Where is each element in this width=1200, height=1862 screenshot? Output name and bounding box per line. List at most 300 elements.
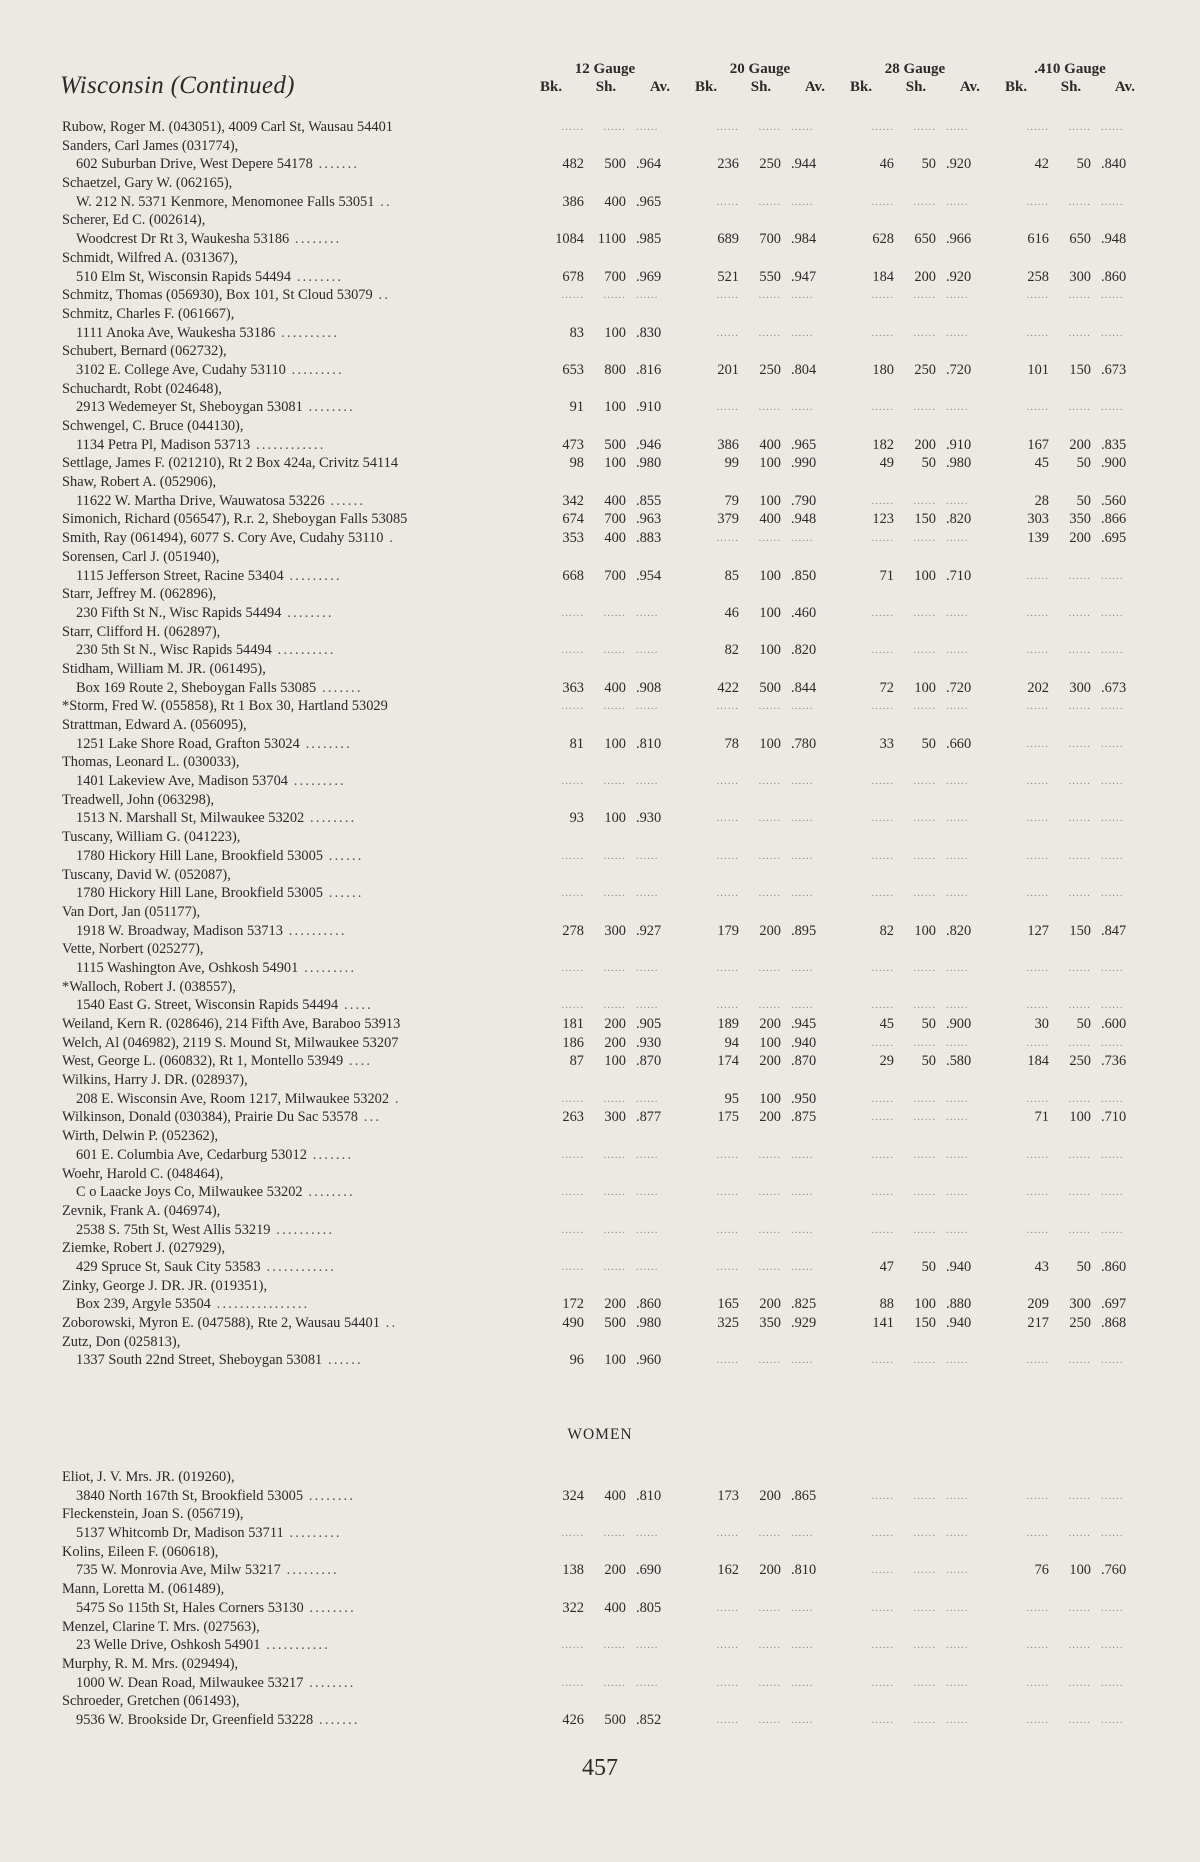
gauge-name: 20 Gauge bbox=[729, 61, 791, 77]
member-entry-line bbox=[0, 1258, 1200, 1277]
score-bk: 172 bbox=[562, 1296, 584, 1313]
empty-placeholder: ...... bbox=[791, 195, 814, 208]
score-av: .860 bbox=[636, 1296, 662, 1313]
member-entry-line bbox=[0, 398, 1200, 417]
score-bk: 138 bbox=[562, 1562, 584, 1579]
empty-placeholder: ...... bbox=[758, 1601, 781, 1614]
score-sh: 100 bbox=[759, 1034, 781, 1051]
empty-placeholder: ...... bbox=[1101, 775, 1124, 788]
col-header-sh: Sh. bbox=[905, 79, 927, 95]
empty-placeholder: ...... bbox=[716, 849, 739, 862]
empty-placeholder: ...... bbox=[758, 1260, 781, 1273]
empty-placeholder: ...... bbox=[946, 849, 969, 862]
member-name: Starr, Jeffrey M. (062896), bbox=[62, 586, 217, 603]
member-entry-line bbox=[0, 1561, 1200, 1580]
score-bk: 201 bbox=[717, 361, 739, 378]
empty-placeholder: ...... bbox=[1101, 700, 1124, 713]
empty-placeholder: ...... bbox=[946, 1354, 969, 1367]
empty-placeholder: ...... bbox=[561, 1148, 584, 1161]
score-sh: 500 bbox=[604, 156, 626, 173]
empty-placeholder: ...... bbox=[758, 1186, 781, 1199]
empty-placeholder: ...... bbox=[758, 1148, 781, 1161]
score-sh: 200 bbox=[604, 1016, 626, 1032]
member-address: 1918 W. Broadway, Madison 53713 .......... bbox=[76, 922, 347, 939]
empty-placeholder: ...... bbox=[1101, 849, 1124, 862]
empty-placeholder: ...... bbox=[913, 700, 936, 713]
score-av: .948 bbox=[1101, 231, 1127, 248]
score-sh: 300 bbox=[604, 1109, 626, 1126]
empty-placeholder: ...... bbox=[871, 494, 894, 507]
col-header-av: Av. bbox=[959, 79, 980, 95]
score-sh: 700 bbox=[604, 567, 626, 584]
score-sh: 100 bbox=[604, 399, 626, 416]
score-bk: 127 bbox=[1027, 922, 1049, 939]
empty-placeholder: ...... bbox=[758, 1639, 781, 1652]
empty-placeholder: ...... bbox=[913, 401, 936, 414]
member-name-line bbox=[0, 1277, 1200, 1296]
member-entry-line bbox=[0, 1034, 1200, 1053]
score-sh: 100 bbox=[604, 735, 626, 752]
member-entry-line bbox=[0, 1295, 1200, 1314]
member-entry-line bbox=[0, 1524, 1200, 1543]
empty-placeholder: ...... bbox=[913, 1223, 936, 1236]
member-name-line bbox=[0, 866, 1200, 885]
score-av: .963 bbox=[636, 511, 662, 528]
leader-dots: ............ bbox=[260, 1258, 337, 1275]
score-bk: 82 bbox=[879, 922, 894, 939]
score-av: .840 bbox=[1101, 156, 1127, 173]
empty-placeholder: ...... bbox=[1026, 1676, 1049, 1689]
empty-placeholder: ...... bbox=[1068, 812, 1091, 825]
empty-placeholder: ...... bbox=[871, 195, 894, 208]
member-address: 1513 N. Marshall St, Milwaukee 53202 ........ bbox=[76, 810, 357, 827]
score-bk: 96 bbox=[569, 1352, 584, 1369]
member-entry-line bbox=[0, 1221, 1200, 1240]
empty-placeholder: ...... bbox=[561, 999, 584, 1012]
score-av: .905 bbox=[636, 1016, 662, 1032]
leader-dots: ........ bbox=[304, 810, 357, 827]
member-name: Zevnik, Frank A. (046974), bbox=[62, 1202, 221, 1219]
leader-dots: .. bbox=[379, 1315, 398, 1331]
score-av: .950 bbox=[791, 1090, 817, 1107]
empty-placeholder: ...... bbox=[871, 887, 894, 900]
score-bk: 43 bbox=[1034, 1258, 1049, 1275]
empty-placeholder: ...... bbox=[561, 961, 584, 974]
empty-placeholder: ...... bbox=[716, 1676, 739, 1689]
empty-placeholder: ...... bbox=[1068, 644, 1091, 657]
score-av: .920 bbox=[946, 268, 972, 285]
member-name-line bbox=[0, 380, 1200, 399]
empty-placeholder: ...... bbox=[871, 121, 894, 133]
score-sh: 50 bbox=[921, 455, 936, 472]
score-sh: 200 bbox=[914, 268, 936, 285]
score-bk: 182 bbox=[872, 436, 894, 453]
score-bk: 263 bbox=[562, 1109, 584, 1126]
empty-placeholder: ...... bbox=[1101, 606, 1124, 619]
member-name-line bbox=[0, 1543, 1200, 1562]
empty-placeholder: ...... bbox=[1101, 1354, 1124, 1367]
empty-placeholder: ...... bbox=[791, 1148, 814, 1161]
score-bk: 93 bbox=[569, 810, 584, 827]
score-av: .965 bbox=[791, 436, 817, 453]
leader-dots: .. bbox=[374, 193, 392, 210]
score-sh: 100 bbox=[1069, 1109, 1091, 1126]
member-name-line bbox=[0, 940, 1200, 959]
empty-placeholder: ...... bbox=[1068, 1676, 1091, 1689]
score-bk: 490 bbox=[562, 1315, 584, 1331]
member-address: 1780 Hickory Hill Lane, Brookfield 53005 ...... bbox=[76, 885, 364, 902]
col-header-sh: Sh. bbox=[750, 79, 772, 95]
empty-placeholder: ...... bbox=[946, 1186, 969, 1199]
empty-placeholder: ...... bbox=[1101, 1489, 1124, 1502]
member-address: 23 Welle Drive, Oshkosh 54901 ........... bbox=[76, 1637, 331, 1654]
score-sh: 50 bbox=[921, 735, 936, 752]
member-address: Box 239, Argyle 53504 ................ bbox=[76, 1296, 310, 1313]
score-bk: 45 bbox=[1034, 455, 1049, 472]
empty-placeholder: ...... bbox=[603, 289, 626, 302]
member-name: Sorensen, Carl J. (051940), bbox=[62, 548, 220, 565]
score-av: .780 bbox=[791, 735, 817, 752]
score-bk: 101 bbox=[1027, 361, 1049, 378]
men-listing bbox=[0, 118, 1200, 1370]
score-sh: 100 bbox=[914, 922, 936, 939]
empty-placeholder: ...... bbox=[791, 1186, 814, 1199]
empty-placeholder: ...... bbox=[946, 195, 969, 208]
leader-dots: ...... bbox=[323, 885, 364, 902]
empty-placeholder: ...... bbox=[913, 887, 936, 900]
score-sh: 50 bbox=[921, 1258, 936, 1275]
member-entry-line bbox=[0, 1636, 1200, 1655]
score-sh: 1100 bbox=[597, 231, 626, 248]
score-av: .720 bbox=[946, 361, 972, 378]
page-title: Wisconsin (Continued) bbox=[60, 72, 295, 99]
score-sh: 250 bbox=[914, 361, 936, 378]
empty-placeholder: ...... bbox=[758, 887, 781, 900]
empty-placeholder: ...... bbox=[1068, 1223, 1091, 1236]
score-av: .697 bbox=[1101, 1296, 1127, 1313]
empty-placeholder: ...... bbox=[1026, 887, 1049, 900]
member-name: West, George L. (060832), Rt 1, Montello 53949 .... bbox=[62, 1053, 373, 1070]
member-name-line bbox=[0, 211, 1200, 230]
member-address: W. 212 N. 5371 Kenmore, Menomonee Falls 53051 .. bbox=[76, 193, 392, 210]
empty-placeholder: ...... bbox=[1026, 1354, 1049, 1367]
member-entry-line bbox=[0, 1487, 1200, 1506]
member-address: 5475 So 115th St, Hales Corners 53130 ........ bbox=[76, 1599, 356, 1616]
score-bk: 98 bbox=[569, 455, 584, 472]
col-header-av: Av. bbox=[804, 79, 825, 95]
member-name: Sanders, Carl James (031774), bbox=[62, 137, 239, 154]
empty-placeholder: ...... bbox=[1026, 644, 1049, 657]
score-bk: 202 bbox=[1027, 679, 1049, 696]
empty-placeholder: ...... bbox=[791, 849, 814, 862]
col-header-bk: Bk. bbox=[850, 79, 873, 95]
score-bk: 184 bbox=[872, 268, 894, 285]
score-sh: 100 bbox=[914, 1296, 936, 1313]
score-sh: 200 bbox=[759, 1562, 781, 1579]
col-header-av: Av. bbox=[649, 79, 670, 95]
member-name: Welch, Al (046982), 2119 S. Mound St, Milwaukee 53207 bbox=[62, 1034, 399, 1051]
score-bk: 49 bbox=[879, 455, 894, 472]
empty-placeholder: ...... bbox=[1068, 1092, 1091, 1105]
score-av: .820 bbox=[791, 642, 817, 659]
score-bk: 426 bbox=[562, 1711, 584, 1728]
leader-dots: ........ bbox=[303, 1487, 356, 1504]
score-bk: 209 bbox=[1027, 1296, 1049, 1313]
member-entry-line bbox=[0, 324, 1200, 343]
score-av: .690 bbox=[636, 1562, 662, 1579]
score-bk: 139 bbox=[1027, 530, 1049, 547]
leader-dots: .. bbox=[372, 287, 391, 304]
empty-placeholder: ...... bbox=[716, 812, 739, 825]
empty-placeholder: ...... bbox=[1068, 849, 1091, 862]
member-name-line bbox=[0, 1692, 1200, 1711]
member-address: 230 5th St N., Wisc Rapids 54494 .......... bbox=[76, 642, 336, 659]
empty-placeholder: ...... bbox=[913, 961, 936, 974]
empty-placeholder: ...... bbox=[946, 961, 969, 974]
score-sh: 50 bbox=[921, 1053, 936, 1070]
score-sh: 200 bbox=[1069, 530, 1091, 547]
empty-placeholder: ...... bbox=[791, 1260, 814, 1273]
empty-placeholder: ...... bbox=[758, 1527, 781, 1540]
score-av: .835 bbox=[1101, 436, 1127, 453]
member-name: Fleckenstein, Joan S. (056719), bbox=[62, 1506, 244, 1523]
empty-placeholder: ...... bbox=[758, 195, 781, 208]
member-name: Weiland, Kern R. (028646), 214 Fifth Ave, Baraboo 53913 bbox=[62, 1016, 401, 1032]
score-bk: 217 bbox=[1027, 1315, 1049, 1331]
member-address: 1540 East G. Street, Wisconsin Rapids 54494 ..... bbox=[76, 997, 373, 1014]
score-av: .966 bbox=[946, 231, 972, 248]
empty-placeholder: ...... bbox=[716, 1713, 739, 1726]
member-entry-line bbox=[0, 1146, 1200, 1165]
score-bk: 174 bbox=[717, 1053, 739, 1070]
leader-dots: ....... bbox=[306, 1146, 354, 1163]
empty-placeholder: ...... bbox=[791, 289, 814, 302]
empty-placeholder: ...... bbox=[1026, 999, 1049, 1012]
score-sh: 200 bbox=[604, 1296, 626, 1313]
member-address: C o Laacke Joys Co, Milwaukee 53202 ........ bbox=[76, 1184, 355, 1201]
empty-placeholder: ...... bbox=[1068, 961, 1091, 974]
score-sh: 550 bbox=[759, 268, 781, 285]
member-name: Mann, Loretta M. (061489), bbox=[62, 1581, 225, 1598]
score-bk: 71 bbox=[879, 567, 894, 584]
member-entry-line bbox=[0, 996, 1200, 1015]
empty-placeholder: ...... bbox=[1026, 737, 1049, 750]
score-bk: 167 bbox=[1027, 436, 1049, 453]
score-bk: 83 bbox=[569, 324, 584, 341]
member-address: 5137 Whitcomb Dr, Madison 53711 ......... bbox=[76, 1525, 342, 1542]
member-name-line bbox=[0, 249, 1200, 268]
score-av: .910 bbox=[946, 436, 972, 453]
member-name-line bbox=[0, 174, 1200, 193]
score-av: .940 bbox=[946, 1315, 972, 1331]
member-name-line bbox=[0, 1505, 1200, 1524]
gauge-header bbox=[540, 60, 670, 96]
empty-placeholder: ...... bbox=[913, 326, 936, 339]
empty-placeholder: ...... bbox=[758, 1223, 781, 1236]
empty-placeholder: ...... bbox=[1101, 1148, 1124, 1161]
score-av: .816 bbox=[636, 361, 662, 378]
score-sh: 100 bbox=[604, 324, 626, 341]
empty-placeholder: ...... bbox=[946, 1713, 969, 1726]
empty-placeholder: ...... bbox=[603, 121, 626, 133]
empty-placeholder: ...... bbox=[913, 1639, 936, 1652]
empty-placeholder: ...... bbox=[946, 606, 969, 619]
empty-placeholder: ...... bbox=[871, 1186, 894, 1199]
score-av: .830 bbox=[636, 324, 662, 341]
empty-placeholder: ...... bbox=[871, 289, 894, 302]
member-name: Schuchardt, Robt (024648), bbox=[62, 380, 222, 397]
score-sh: 250 bbox=[759, 156, 781, 173]
empty-placeholder: ...... bbox=[913, 849, 936, 862]
empty-placeholder: ...... bbox=[1026, 606, 1049, 619]
score-bk: 181 bbox=[562, 1016, 584, 1032]
score-bk: 78 bbox=[724, 735, 739, 752]
score-sh: 50 bbox=[1076, 455, 1091, 472]
member-name-line bbox=[0, 1655, 1200, 1674]
empty-placeholder: ...... bbox=[791, 121, 814, 133]
member-name-line bbox=[0, 1071, 1200, 1090]
empty-placeholder: ...... bbox=[946, 700, 969, 713]
member-entry-line bbox=[0, 922, 1200, 941]
score-av: .900 bbox=[946, 1016, 972, 1032]
empty-placeholder: ...... bbox=[871, 606, 894, 619]
member-name: Zutz, Don (025813), bbox=[62, 1333, 181, 1350]
score-bk: 363 bbox=[562, 679, 584, 696]
empty-placeholder: ...... bbox=[603, 999, 626, 1012]
empty-placeholder: ...... bbox=[716, 401, 739, 414]
empty-placeholder: ...... bbox=[603, 700, 626, 713]
member-entry-line bbox=[0, 1052, 1200, 1071]
member-address: 1337 South 22nd Street, Sheboygan 53081 ...... bbox=[76, 1352, 363, 1369]
empty-placeholder: ...... bbox=[716, 532, 739, 545]
leader-dots: .......... bbox=[275, 324, 340, 341]
member-entry-line bbox=[0, 697, 1200, 716]
member-address: 9536 W. Brookside Dr, Greenfield 53228 ....... bbox=[76, 1711, 360, 1728]
score-bk: 189 bbox=[717, 1016, 739, 1032]
member-name: Schmitz, Charles F. (061667), bbox=[62, 305, 235, 322]
score-bk: 45 bbox=[879, 1016, 894, 1032]
score-av: .460 bbox=[791, 604, 817, 621]
empty-placeholder: ...... bbox=[758, 532, 781, 545]
empty-placeholder: ...... bbox=[716, 1148, 739, 1161]
score-sh: 300 bbox=[1069, 679, 1091, 696]
score-av: .673 bbox=[1101, 679, 1127, 696]
score-bk: 71 bbox=[1034, 1109, 1049, 1126]
empty-placeholder: ...... bbox=[871, 961, 894, 974]
score-bk: 236 bbox=[717, 156, 739, 173]
member-name-line bbox=[0, 753, 1200, 772]
score-bk: 482 bbox=[562, 156, 584, 173]
empty-placeholder: ...... bbox=[946, 1676, 969, 1689]
empty-placeholder: ...... bbox=[946, 1036, 969, 1049]
member-entry-line bbox=[0, 155, 1200, 174]
empty-placeholder: ...... bbox=[871, 1639, 894, 1652]
score-sh: 100 bbox=[604, 455, 626, 472]
empty-placeholder: ...... bbox=[946, 1092, 969, 1105]
empty-placeholder: ...... bbox=[791, 1639, 814, 1652]
score-bk: 47 bbox=[879, 1258, 894, 1275]
empty-placeholder: ...... bbox=[946, 1639, 969, 1652]
empty-placeholder: ...... bbox=[946, 1564, 969, 1577]
empty-placeholder: ...... bbox=[716, 887, 739, 900]
score-bk: 616 bbox=[1027, 231, 1049, 248]
score-av: .866 bbox=[1101, 511, 1127, 528]
score-av: .930 bbox=[636, 1034, 662, 1051]
member-entry-line bbox=[0, 510, 1200, 529]
leader-dots: ........... bbox=[260, 1637, 331, 1654]
leader-dots: ........ bbox=[289, 231, 342, 248]
empty-placeholder: ...... bbox=[913, 775, 936, 788]
member-address: 1111 Anoka Ave, Waukesha 53186 .......... bbox=[76, 324, 340, 341]
empty-placeholder: ...... bbox=[636, 606, 659, 619]
score-bk: 162 bbox=[717, 1562, 739, 1579]
empty-placeholder: ...... bbox=[946, 887, 969, 900]
score-av: .990 bbox=[791, 455, 817, 472]
empty-placeholder: ...... bbox=[716, 121, 739, 133]
empty-placeholder: ...... bbox=[1068, 700, 1091, 713]
score-av: .580 bbox=[946, 1053, 972, 1070]
member-address: 3102 E. College Ave, Cudahy 53110 ......... bbox=[76, 361, 344, 378]
empty-placeholder: ...... bbox=[758, 401, 781, 414]
score-av: .600 bbox=[1101, 1016, 1127, 1032]
score-bk: 324 bbox=[562, 1487, 584, 1504]
member-address: 2538 S. 75th St, West Allis 53219 .......... bbox=[76, 1221, 335, 1238]
score-av: .810 bbox=[636, 735, 662, 752]
empty-placeholder: ...... bbox=[1101, 644, 1124, 657]
score-av: .820 bbox=[946, 511, 972, 528]
member-name: Eliot, J. V. Mrs. JR. (019260), bbox=[62, 1469, 235, 1485]
score-sh: 100 bbox=[759, 567, 781, 584]
empty-placeholder: ...... bbox=[1068, 1354, 1091, 1367]
score-bk: 141 bbox=[872, 1315, 894, 1331]
leader-dots: ........ bbox=[291, 268, 344, 285]
leader-dots: ........ bbox=[299, 735, 352, 752]
empty-placeholder: ...... bbox=[871, 1713, 894, 1726]
score-sh: 200 bbox=[759, 1053, 781, 1070]
empty-placeholder: ...... bbox=[946, 401, 969, 414]
empty-placeholder: ...... bbox=[1068, 1489, 1091, 1502]
member-address: 602 Suburban Drive, West Depere 54178 ....... bbox=[76, 156, 360, 173]
score-bk: 123 bbox=[872, 511, 894, 528]
score-bk: 173 bbox=[717, 1487, 739, 1504]
empty-placeholder: ...... bbox=[913, 1676, 936, 1689]
empty-placeholder: ...... bbox=[1101, 961, 1124, 974]
member-name: Rubow, Roger M. (043051), 4009 Carl St, Wausau 54401 bbox=[62, 119, 394, 135]
score-av: .940 bbox=[791, 1034, 817, 1051]
empty-placeholder: ...... bbox=[1026, 1148, 1049, 1161]
member-name-line bbox=[0, 1333, 1200, 1352]
score-av: .673 bbox=[1101, 361, 1127, 378]
empty-placeholder: ...... bbox=[603, 1148, 626, 1161]
empty-placeholder: ...... bbox=[913, 1564, 936, 1577]
empty-placeholder: ...... bbox=[1101, 326, 1124, 339]
empty-placeholder: ...... bbox=[561, 849, 584, 862]
member-entry-line bbox=[0, 1015, 1200, 1034]
empty-placeholder: ...... bbox=[561, 121, 584, 133]
score-av: .710 bbox=[946, 567, 972, 584]
empty-placeholder: ...... bbox=[636, 1148, 659, 1161]
empty-placeholder: ...... bbox=[561, 887, 584, 900]
empty-placeholder: ...... bbox=[603, 1639, 626, 1652]
member-name-line bbox=[0, 1165, 1200, 1184]
score-bk: 325 bbox=[717, 1315, 739, 1331]
empty-placeholder: ...... bbox=[758, 999, 781, 1012]
score-bk: 473 bbox=[562, 436, 584, 453]
empty-placeholder: ...... bbox=[716, 1527, 739, 1540]
member-name: *Storm, Fred W. (055858), Rt 1 Box 30, Hartland 53029 bbox=[62, 698, 388, 715]
empty-placeholder: ...... bbox=[716, 1601, 739, 1614]
score-av: .865 bbox=[791, 1487, 817, 1504]
